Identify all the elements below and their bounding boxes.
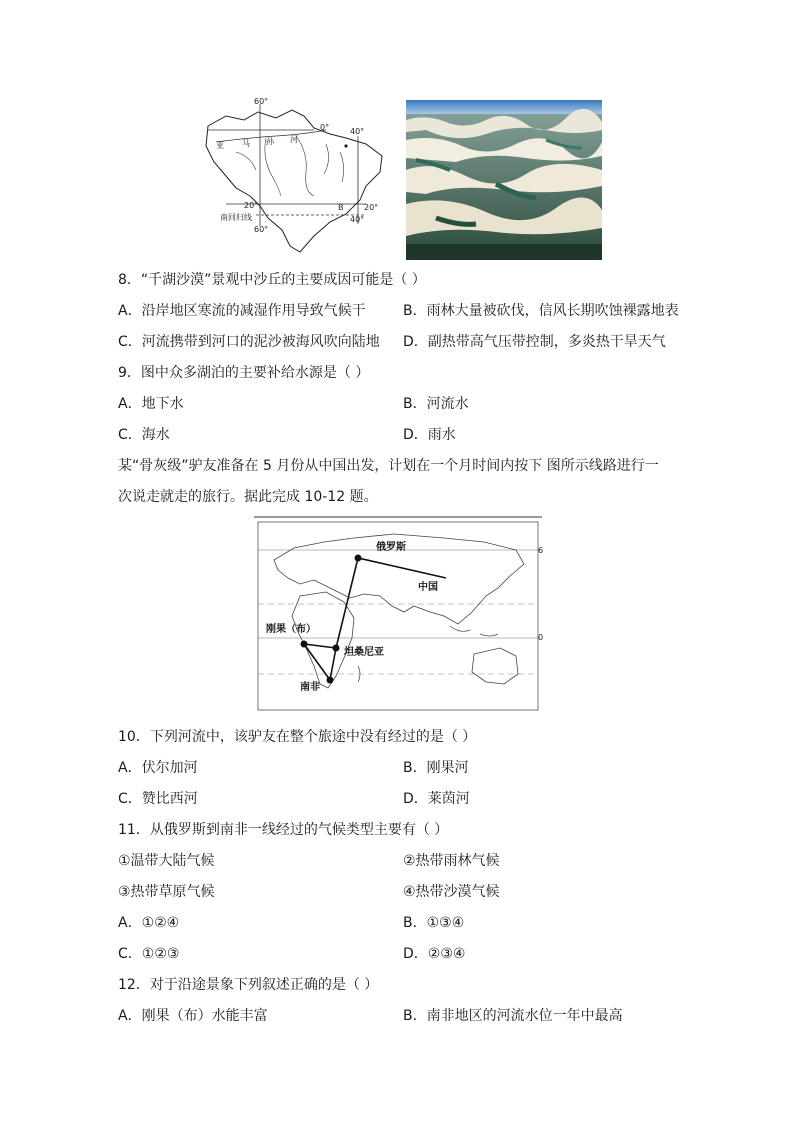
- q9-option-d: D．雨水: [403, 427, 456, 443]
- label-river-1: 亚: [216, 141, 224, 150]
- label-lat-60-bottom: 60°: [254, 225, 269, 234]
- label-river-4: 河: [290, 135, 298, 144]
- route-map-figure: [254, 516, 544, 714]
- intro-line-1: 某“骨灰级”驴友准备在 5 月份从中国出发，计划在一个月时间内按下 图所示线路进行一: [118, 458, 659, 474]
- q9-option-c: C．海水: [118, 427, 170, 443]
- q8-option-a: A．沿岸地区寒流的减湿作用导致气候干: [118, 303, 366, 319]
- label-lat-20-left: 20°: [244, 201, 259, 210]
- q11-option-b: B．①③④: [403, 915, 465, 931]
- label-right-tick-top: 6: [538, 546, 544, 555]
- label-congo: 刚果（布）: [266, 624, 316, 635]
- q10-stem: 10．下列河流中，该驴友在整个旅途中没有经过的是（ ）: [118, 729, 477, 745]
- q11-option-d: D．②③④: [403, 946, 466, 962]
- label-lat-60-top: 60°: [254, 97, 269, 106]
- label-tanzania: 坦桑尼亚: [344, 647, 384, 658]
- q12-stem: 12．对于沿途景象下列叙述正确的是（ ）: [118, 977, 379, 993]
- q9-stem: 9．图中众多湖泊的主要补给水源是（ ）: [118, 365, 370, 381]
- label-lat-0: 0°: [320, 123, 330, 132]
- label-right-tick-mid: 0: [538, 633, 544, 642]
- q9-option-b: B．河流水: [403, 396, 469, 412]
- q10-option-c: C．赞比西河: [118, 791, 198, 807]
- label-tropic: 南回归线: [220, 213, 252, 222]
- q11-option-c: C．①②③: [118, 946, 180, 962]
- q12-option-b: B．南非地区的河流水位一年中最高: [403, 1008, 623, 1024]
- desert-lakes-photo: [406, 100, 602, 260]
- q8-option-d: D．副热带高气压带控制，多炎热干旱天气: [403, 334, 666, 350]
- q10-option-b: B．刚果河: [403, 760, 469, 776]
- q11-item-1: ①温带大陆气候: [118, 853, 215, 869]
- q8-option-c: C．河流携带到河口的泥沙被海风吹向陆地: [118, 334, 380, 350]
- brazil-map-figure: [196, 96, 390, 260]
- q10-option-a: A．伏尔加河: [118, 760, 198, 776]
- intro-line-2: 次说走就走的旅行。据此完成 10-12 题。: [118, 489, 378, 505]
- q11-item-4: ④热带沙漠气候: [403, 884, 500, 900]
- label-russia: 俄罗斯: [376, 542, 406, 553]
- q8-option-b: B．雨林大量被砍伐，信风长期吹蚀裸露地表: [403, 303, 679, 319]
- q11-option-a: A．①②④: [118, 915, 180, 931]
- label-lat-40-bottom: 40°: [350, 215, 365, 224]
- label-point-b: B: [338, 203, 344, 212]
- label-south-africa: 南非: [300, 682, 320, 693]
- travel-route: [304, 558, 446, 680]
- label-china: 中国: [418, 582, 438, 593]
- q9-option-a: A．地下水: [118, 396, 184, 412]
- q12-option-a: A．刚果（布）水能丰富: [118, 1008, 268, 1024]
- q11-item-3: ③热带草原气候: [118, 884, 215, 900]
- australia-outline: [472, 648, 518, 684]
- label-river-3: 孙: [266, 137, 274, 146]
- q11-item-2: ②热带雨林气候: [403, 853, 500, 869]
- label-river-2: 马: [242, 139, 250, 148]
- q11-stem: 11．从俄罗斯到南非一线经过的气候类型主要有（ ）: [118, 822, 449, 838]
- q10-option-d: D．莱茵河: [403, 791, 470, 807]
- africa-outline: [292, 592, 354, 688]
- label-lat-20-right: 20°: [364, 203, 379, 212]
- q8-stem: 8．“千湖沙漠”景观中沙丘的主要成因可能是（ ）: [118, 272, 426, 288]
- label-lat-40-right: 40°: [350, 127, 365, 136]
